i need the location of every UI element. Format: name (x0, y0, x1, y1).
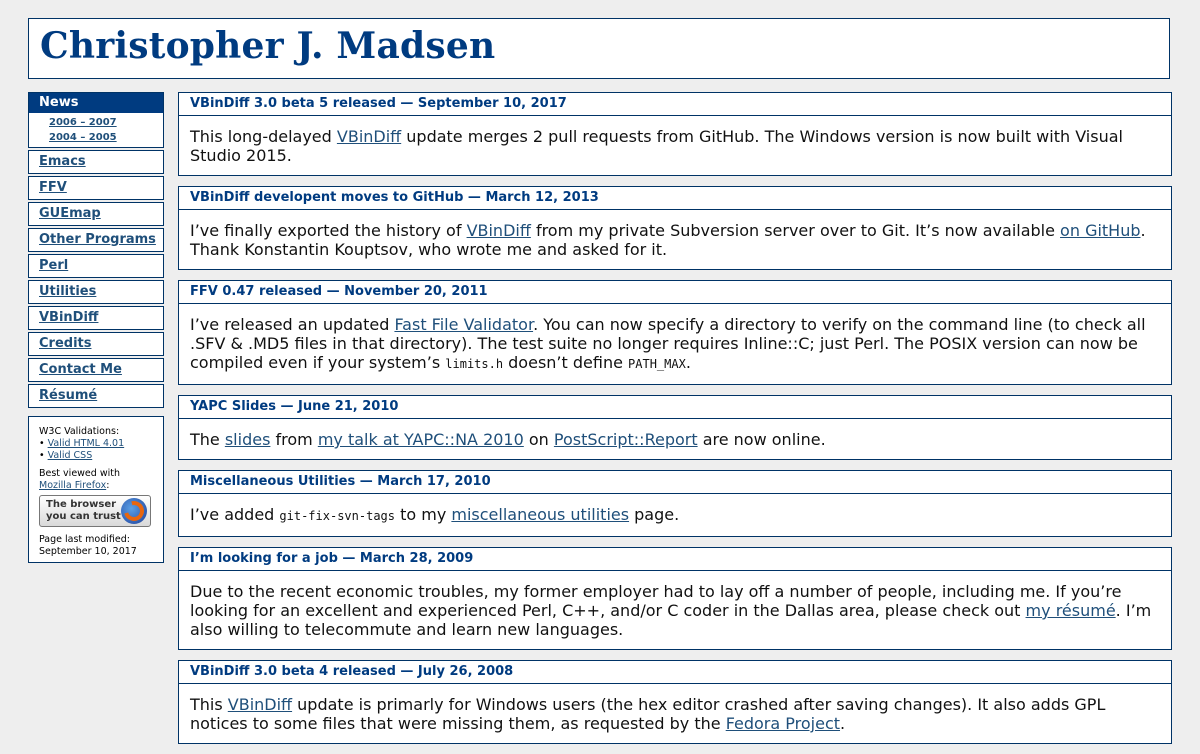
site-title: Christopher J. Madsen (40, 25, 496, 67)
news-post (178, 186, 1172, 270)
post-title: VBinDiff developent moves to GitHub — March 12, 2013 (179, 187, 1171, 210)
last-modified-label: Page last modified: (39, 534, 130, 545)
sidebar-item-emacs (28, 150, 164, 174)
vbindiff-link[interactable]: VBinDiff (227, 695, 293, 714)
slides-link[interactable]: slides (224, 430, 271, 449)
emacs-link[interactable]: Emacs (39, 154, 86, 169)
post-body: This VBinDiff update is primarly for Windows users (the hex editor crashed after saving changes). It also adds GPL notices to some files that were missing them, as requested by the Fedora Project. (190, 695, 1106, 733)
post-body: I’ve released an updated Fast File Validator. You can now specify a directory to verify on the command line (to check all .SFV & .MD5 files in that directory). The test suite no longer requires Inline::C; just Perl. The POSIX version can now be compiled even if your system’s limits.h doesn’t define PATH_MAX. (190, 315, 1146, 372)
sidebar-item-perl (28, 254, 164, 278)
post-body: Due to the recent economic troubles, my former employer had to lay off a number of people, including me. If you’re looking for an excellent and experienced Perl, C++, and/or C coder in the Dallas area, please check out my résumé. I’m also willing to telecommute and learn new languages. (190, 582, 1152, 639)
fedora-project-link[interactable]: Fedora Project (725, 714, 841, 733)
ffv-link[interactable]: FFV (39, 180, 67, 195)
post-body: This long-delayed VBinDiff update merges 2 pull requests from GitHub. The Windows version is now built with Visual Studio 2015. (190, 127, 1123, 165)
news-archive-2006-2007-link[interactable]: 2006 – 2007 (49, 117, 117, 128)
github-link[interactable]: on GitHub (1060, 221, 1141, 240)
valid-css-link[interactable]: Valid CSS (47, 450, 93, 461)
valid-html-item (39, 438, 153, 450)
yapc-talk-link[interactable]: my talk at YAPC::NA 2010 (317, 430, 524, 449)
valid-html-link[interactable]: Valid HTML 4.01 (47, 438, 125, 449)
badge-line-2: you can trust (46, 511, 121, 522)
best-viewed-text: Best viewed with (39, 468, 120, 479)
utilities-link[interactable]: Utilities (39, 284, 97, 299)
firefox-link[interactable]: Mozilla Firefox (39, 480, 107, 491)
post-title: VBinDiff 3.0 beta 4 released — July 26, 2008 (179, 661, 1171, 684)
valid-css-item (39, 450, 153, 462)
post-body: The slides from my talk at YAPC::NA 2010 on PostScript::Report are now online. (190, 430, 826, 449)
badge-line-1: The browser (46, 499, 117, 510)
site-header (28, 18, 1170, 79)
news-post (178, 660, 1172, 744)
sidebar-item-guemap (28, 202, 164, 226)
fast-file-validator-link[interactable]: Fast File Validator (394, 315, 534, 334)
news-content (178, 92, 1172, 754)
vbindiff-link[interactable]: VBinDiff (336, 127, 402, 146)
credits-link[interactable]: Credits (39, 336, 92, 351)
post-body: I’ve added git-fix-svn-tags to my miscellaneous utilities page. (190, 505, 680, 524)
sidebar-item-credits (28, 332, 164, 356)
vbindiff-link[interactable]: VBinDiff (466, 221, 531, 240)
sidebar-item-vbindiff (28, 306, 164, 330)
vbindiff-link[interactable]: VBinDiff (39, 310, 99, 325)
news-post (178, 470, 1172, 537)
firefox-badge-text (46, 499, 121, 523)
sidebar-item-news: News (29, 93, 163, 113)
guemap-link[interactable]: GUEmap (39, 206, 101, 221)
news-archive-2004-2005-link[interactable]: 2004 – 2005 (49, 132, 117, 143)
code-git-fix-svn-tags: git-fix-svn-tags (279, 509, 395, 523)
post-title: YAPC Slides — June 21, 2010 (179, 396, 1171, 419)
news-post (178, 280, 1172, 385)
code-limits-h: limits.h (445, 357, 504, 371)
sidebar-item-resume (28, 384, 164, 408)
post-body: I’ve finally exported the history of VBinDiff from my private Subversion server over to Git. It’s now available on GitHub. Thank Konstantin Kouptsov, who wrote me and asked for it. (190, 221, 1146, 259)
sidebar-nav (28, 92, 164, 563)
sidebar-item-other-programs (28, 228, 164, 252)
post-title: I’m looking for a job — March 28, 2009 (179, 548, 1171, 571)
post-title: VBinDiff 3.0 beta 5 released — September 10, 2017 (179, 93, 1171, 116)
other-programs-link[interactable]: Other Programs (39, 232, 156, 247)
sidebar-item-ffv (28, 176, 164, 200)
my-resume-link[interactable]: my résumé (1025, 601, 1116, 620)
code-path-max: PATH_MAX (628, 357, 686, 371)
misc-utilities-link[interactable]: miscellaneous utilities (451, 505, 630, 524)
firefox-colon: : (106, 480, 110, 491)
validation-box (28, 416, 164, 563)
validations-heading: W3C Validations: (39, 426, 120, 437)
news-post (178, 395, 1172, 460)
perl-link[interactable]: Perl (39, 258, 69, 273)
postscript-report-link[interactable]: PostScript::Report (553, 430, 698, 449)
sidebar-item-utilities (28, 280, 164, 304)
last-modified-date: September 10, 2017 (39, 546, 137, 557)
firefox-badge[interactable] (39, 495, 151, 527)
post-title: FFV 0.47 released — November 20, 2011 (179, 281, 1171, 304)
resume-link[interactable]: Résumé (39, 388, 98, 403)
firefox-line (39, 480, 153, 492)
sidebar-news-group (28, 92, 164, 148)
contact-me-link[interactable]: Contact Me (39, 362, 122, 377)
news-post (178, 92, 1172, 176)
post-title: Miscellaneous Utilities — March 17, 2010 (179, 471, 1171, 494)
news-post (178, 547, 1172, 650)
sidebar-item-contact-me (28, 358, 164, 382)
